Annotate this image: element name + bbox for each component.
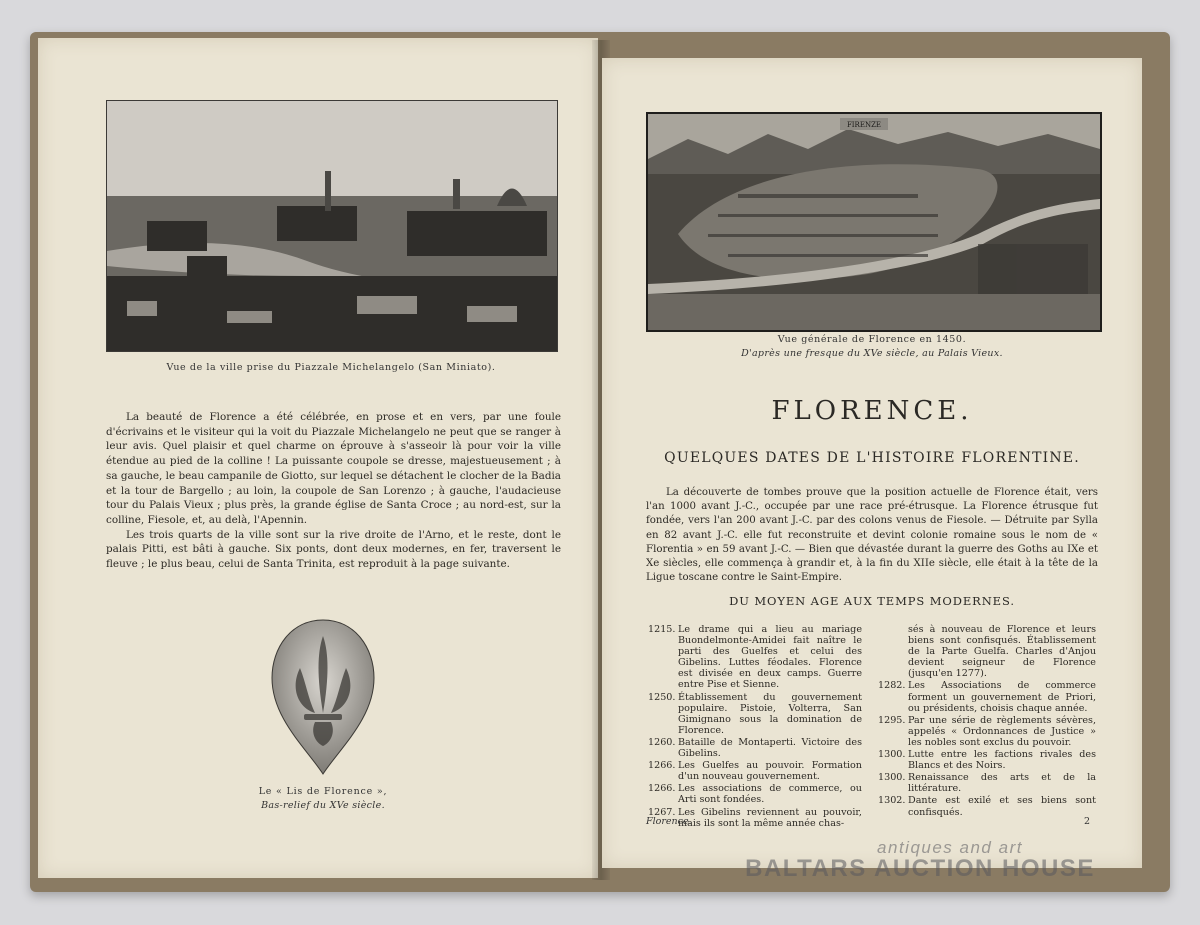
florence-1450-fresco-image bbox=[646, 112, 1102, 332]
lily-caption-subtitle: Bas-relief du XVe siècle. bbox=[261, 800, 385, 811]
auction-house-watermark bbox=[720, 838, 1120, 898]
date-entry: 1267. Les Gibelins reviennent au pouvoir, mais ils sont la même année chas- bbox=[648, 806, 862, 829]
page-subtitle: QUELQUES DATES DE L'HISTOIRE FLORENTINE. bbox=[664, 450, 1080, 466]
date-entry: 1260. Bataille de Montaperti. Victoire des Gibelins. bbox=[648, 736, 862, 760]
date-entry: 1266. Les associations de commerce, ou Arti sont fondées. bbox=[648, 783, 862, 806]
left-page bbox=[38, 38, 598, 878]
date-entry: 1266. Les Guelfes au pouvoir. Formation d'un nouveau gouvernement. bbox=[648, 760, 862, 783]
left-paragraph-1: La beauté de Florence a été célébrée, en prose et en vers, par une foule d'écrivains et le visiteur qui la voit du Piazzale Michelangelo ne peut que se ranger à leur avis. Quel plaisir et quel charme on éprouve à s'asseoir là pour voir la ville étendue au pied de la colline ! La puissante coupole se dresse, majestueusement ; à sa gauche, le beau campanile de Giotto, sur lequel se détachent le clocher de la Badia et la tour de Bargello ; au loin, la coupole de San Lorenzo ; à gauche, l'audacieuse tour du Palais Vieux ; plus près, la grande église de Santa Croce ; au nord-est, sur la colline, Fiesole, et, au delà, l'Apennin. bbox=[106, 411, 561, 526]
date-entry: 1300. Lutte entre les factions rivales des Blancs et des Noirs. bbox=[878, 749, 1096, 772]
watermark-tagline: antiques and art bbox=[877, 838, 1023, 857]
date-entry: 1295. Par une série de règlements sévères, appelés « Ordonnances de Justice » les nobles sont exclus du pouvoir. bbox=[878, 714, 1096, 748]
panorama-caption: Vue de la ville prise du Piazzale Michelangelo (San Miniato). bbox=[166, 362, 496, 373]
history-intro bbox=[646, 486, 1098, 585]
left-text-block bbox=[106, 410, 561, 572]
date-entry: 1282. Les Associations de commerce forment un gouvernement de Priori, ou présidents, choisis chaque année. bbox=[878, 680, 1096, 714]
section-title: DU MOYEN AGE AUX TEMPS MODERNES. bbox=[729, 594, 1015, 608]
fresco-label: FIRENZE bbox=[846, 121, 882, 129]
fresco-caption-title: Vue générale de Florence en 1450. bbox=[777, 334, 967, 345]
fresco-caption-subtitle: D'après une fresque du XVe siècle, au Palais Vieux. bbox=[741, 348, 1003, 359]
left-paragraph-2: Les trois quarts de la ville sont sur la rive droite de l'Arno, et le reste, dont le palais Pitti, est bâti à gauche. Six ponts, dont deux modernes, en fer, traversent le fleuve ; le plus beau, celui de Santa Trinita, est reproduit à la page suivante. bbox=[106, 528, 561, 571]
date-entry: 1302. Dante est exilé et ses biens sont confisqués. bbox=[878, 795, 1096, 818]
history-intro-paragraph: La découverte de tombes prouve que la position actuelle de Florence était, vers l'an 1000 avant J.-C., occupée par une race pré-étrusque. La Florence étrusque fut fondée, vers l'an 200 avant J.-C. par des colons venus de Fiesole. — Détruite par Sylla en 82 avant J.-C. elle fut reconstruite et devint colonie romaine sous le nom de « Florentia » en 59 avant J.-C. — Bien que dévastée durant la guerre des Goths au IXe et Xe siècles, elle commença à grandir et, à la fin du XIIe siècle, elle était à la tête de la Ligue toscane contre le Saint-Empire. bbox=[646, 487, 1098, 584]
date-entry: sés à nouveau de Florence et leurs biens sont confisqués. Établissement de la Parte Guelfa. Charles d'Anjou devient seigneur de Florence (jusqu'en 1277). bbox=[908, 624, 1096, 680]
lily-bas-relief-image bbox=[270, 618, 376, 776]
date-entry: 1300. Renaissance des arts et de la littérature. bbox=[878, 772, 1096, 795]
florence-panorama-photo bbox=[106, 100, 558, 352]
lily-caption-title: Le « Lis de Florence », bbox=[258, 786, 388, 797]
right-page bbox=[602, 58, 1142, 868]
page-title: FLORENCE. bbox=[771, 396, 973, 426]
date-entry: 1215. Le drame qui a lieu au mariage Buondelmonte-Amidei fait naître le parti des Guelfes et celui des Gibelins. Luttes féodales. Florence est divisée en deux camps. Guerre entre Pise et Sienne. bbox=[648, 624, 862, 691]
dates-column-2 bbox=[878, 624, 1096, 819]
watermark-name: BALTARS AUCTION HOUSE bbox=[745, 855, 1095, 882]
date-entry: 1250. Établissement du gouvernement populaire. Pistoie, Volterra, San Gimignano sous la domination de Florence. bbox=[648, 691, 862, 736]
running-footer: Florence. bbox=[646, 816, 692, 827]
page-number: 2 bbox=[1084, 816, 1091, 827]
dates-column-1 bbox=[648, 624, 862, 830]
